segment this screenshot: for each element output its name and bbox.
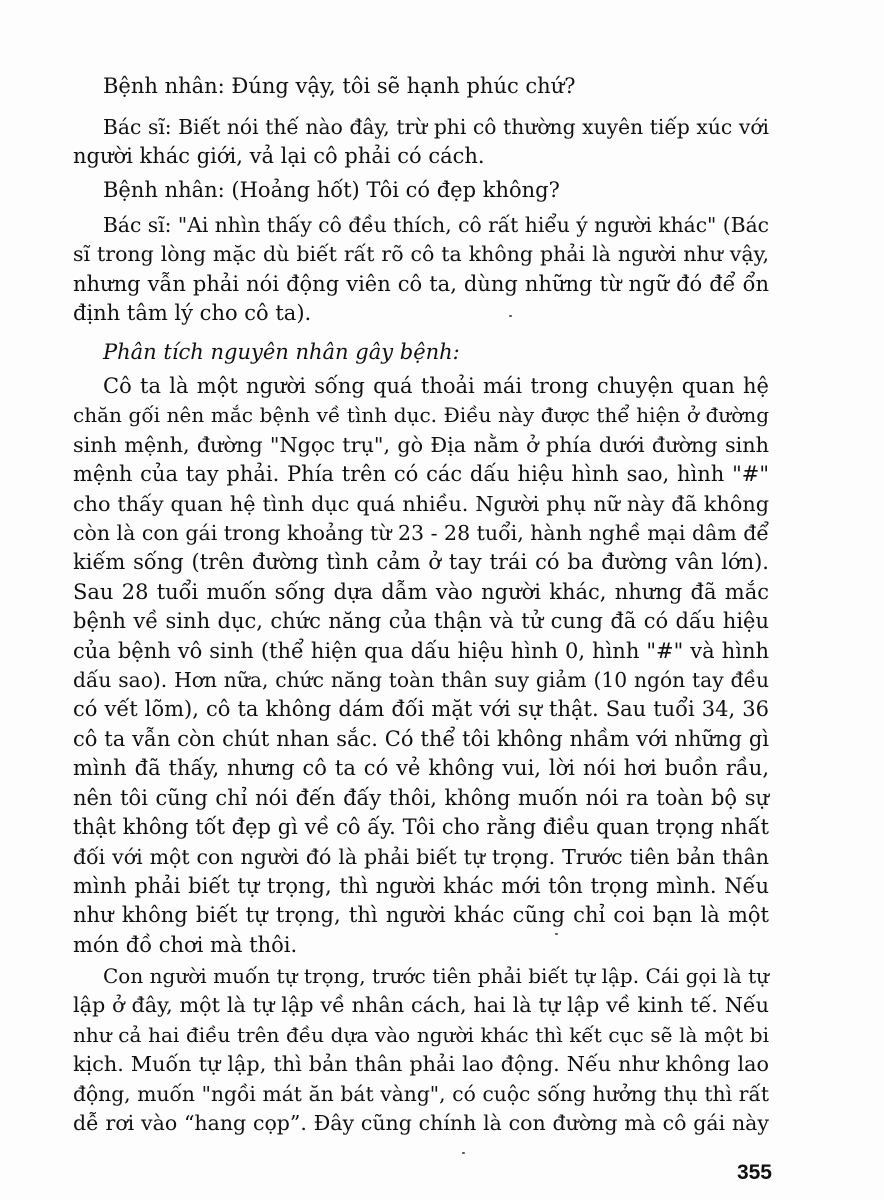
text-line: bệnh về sinh dục, chức năng của thận và tử cung đã có dấu hiệu	[73, 609, 769, 634]
text-line: định tâm lý cho cô ta).	[73, 301, 312, 326]
text-line: có vết lõm), cô ta không dám đối mặt với sự thật. Sau tuổi 34, 36	[73, 697, 769, 722]
text-line: Phân tích nguyên nhân gây bệnh:	[103, 340, 460, 364]
text-line: Cô ta là một người sống quá thoải mái trong chuyện quan hệ	[103, 374, 769, 398]
text-line: Bệnh nhân: Đúng vậy, tôi sẽ hạnh phúc chứ?	[103, 74, 576, 98]
text-line: còn là con gái trong khoảng từ 23 - 28 tuổi, hành nghề mại dâm để	[73, 521, 769, 546]
text-line: Bác sĩ: "Ai nhìn thấy cô đều thích, cô rất hiểu ý người khác" (Bác	[103, 213, 769, 237]
paragraph-self-respect	[73, 962, 769, 1138]
text-line: Bệnh nhân: (Hoảng hốt) Tôi có đẹp không?	[103, 178, 560, 202]
section-heading-cause-analysis	[73, 338, 769, 367]
text-line: như không biết tự trọng, thì người khác cũng chỉ coi bạn là một	[73, 903, 769, 928]
scan-speck	[509, 315, 512, 317]
text-line: như cả hai điều trên đều dựa vào người khác thì kết cục sẽ là một bi	[73, 1022, 769, 1047]
paragraph-doctor-reply-1	[73, 113, 769, 172]
text-line: Con người muốn tự trọng, trước tiên phải biết tự lập. Cái gọi là tự	[103, 964, 769, 988]
text-line: dấu sao). Hơn nữa, chức năng toàn thân suy giảm (10 ngón tay đều	[73, 668, 769, 693]
text-line: động, muốn "ngồi mát ăn bát vàng", có cuộc sống hưởng thụ thì rất	[73, 1081, 769, 1106]
text-line: đối với một con người đó là phải biết tự trọng. Trước tiên bản thân	[73, 844, 769, 869]
text-line: món đồ chơi mà thôi.	[73, 932, 298, 957]
text-line: dễ rơi vào “hang cọp”. Đây cũng chính là con đường mà cô gái này	[73, 1111, 769, 1136]
text-line: chăn gối nên mắc bệnh về tình dục. Điều này được thể hiện ở đường	[73, 403, 769, 428]
paragraph-doctor-reply-2	[73, 211, 769, 329]
text-line: của bệnh vô sinh (thể hiện qua dấu hiệu hình 0, hình "#" và hình	[73, 638, 769, 663]
text-line: nên tôi cũng chỉ nói đến đấy thôi, không muốn nói ra toàn bộ sự	[73, 785, 769, 810]
text-line: thật không tốt đẹp gì về cô ấy. Tôi cho rằng điều quan trọng nhất	[73, 815, 769, 840]
text-line: lập ở đây, một là tự lập về nhân cách, hai là tự lập về kinh tế. Nếu	[73, 993, 769, 1018]
text-line: cho thấy quan hệ tình dục quá nhiều. Người phụ nữ này đã không	[73, 491, 769, 516]
text-line: kịch. Muốn tự lập, thì bản thân phải lao động. Nếu như không lao	[73, 1052, 769, 1077]
text-line: người khác giới, vả lại cô phải có cách.	[73, 144, 485, 169]
text-line: nhưng vẫn phải nói động viên cô ta, dùng những từ ngữ đó để ổn	[73, 271, 769, 296]
scan-speck	[555, 933, 558, 935]
text-line: mình đã thấy, nhưng cô ta có vẻ không vui, lời nói hơi buồn rầu,	[73, 756, 769, 781]
text-line: sĩ trong lòng mặc dù biết rất rõ cô ta không phải là người như vậy,	[73, 242, 769, 267]
text-line: Bác sĩ: Biết nói thế nào đây, trừ phi cô thường xuyên tiếp xúc với	[103, 115, 769, 139]
paragraph-patient-question-1	[73, 72, 769, 101]
text-line: mình phải biết tự trọng, thì người khác mới tôn trọng mình. Nếu	[73, 873, 769, 898]
text-line: kiếm sống (trên đường tình cảm ở tay trái có ba đường vân lớn).	[73, 550, 769, 575]
page-number: 355	[736, 1161, 772, 1184]
text-line: cô ta vẫn còn chút nhan sắc. Có thể tôi không nhầm với những gì	[73, 726, 769, 751]
paragraph-analysis	[73, 372, 769, 960]
text-line: Sau 28 tuổi muốn sống dựa dẫm vào người khác, nhưng đã mắc	[73, 579, 769, 604]
text-line: sinh mệnh, đường "Ngọc trụ", gò Địa nằm ở phía dưới đường sinh	[73, 432, 769, 457]
paragraph-patient-question-2	[73, 176, 769, 205]
text-line: mệnh của tay phải. Phía trên có các dấu hiệu hình sao, hình "#"	[73, 462, 769, 487]
scan-speck	[462, 1152, 465, 1154]
